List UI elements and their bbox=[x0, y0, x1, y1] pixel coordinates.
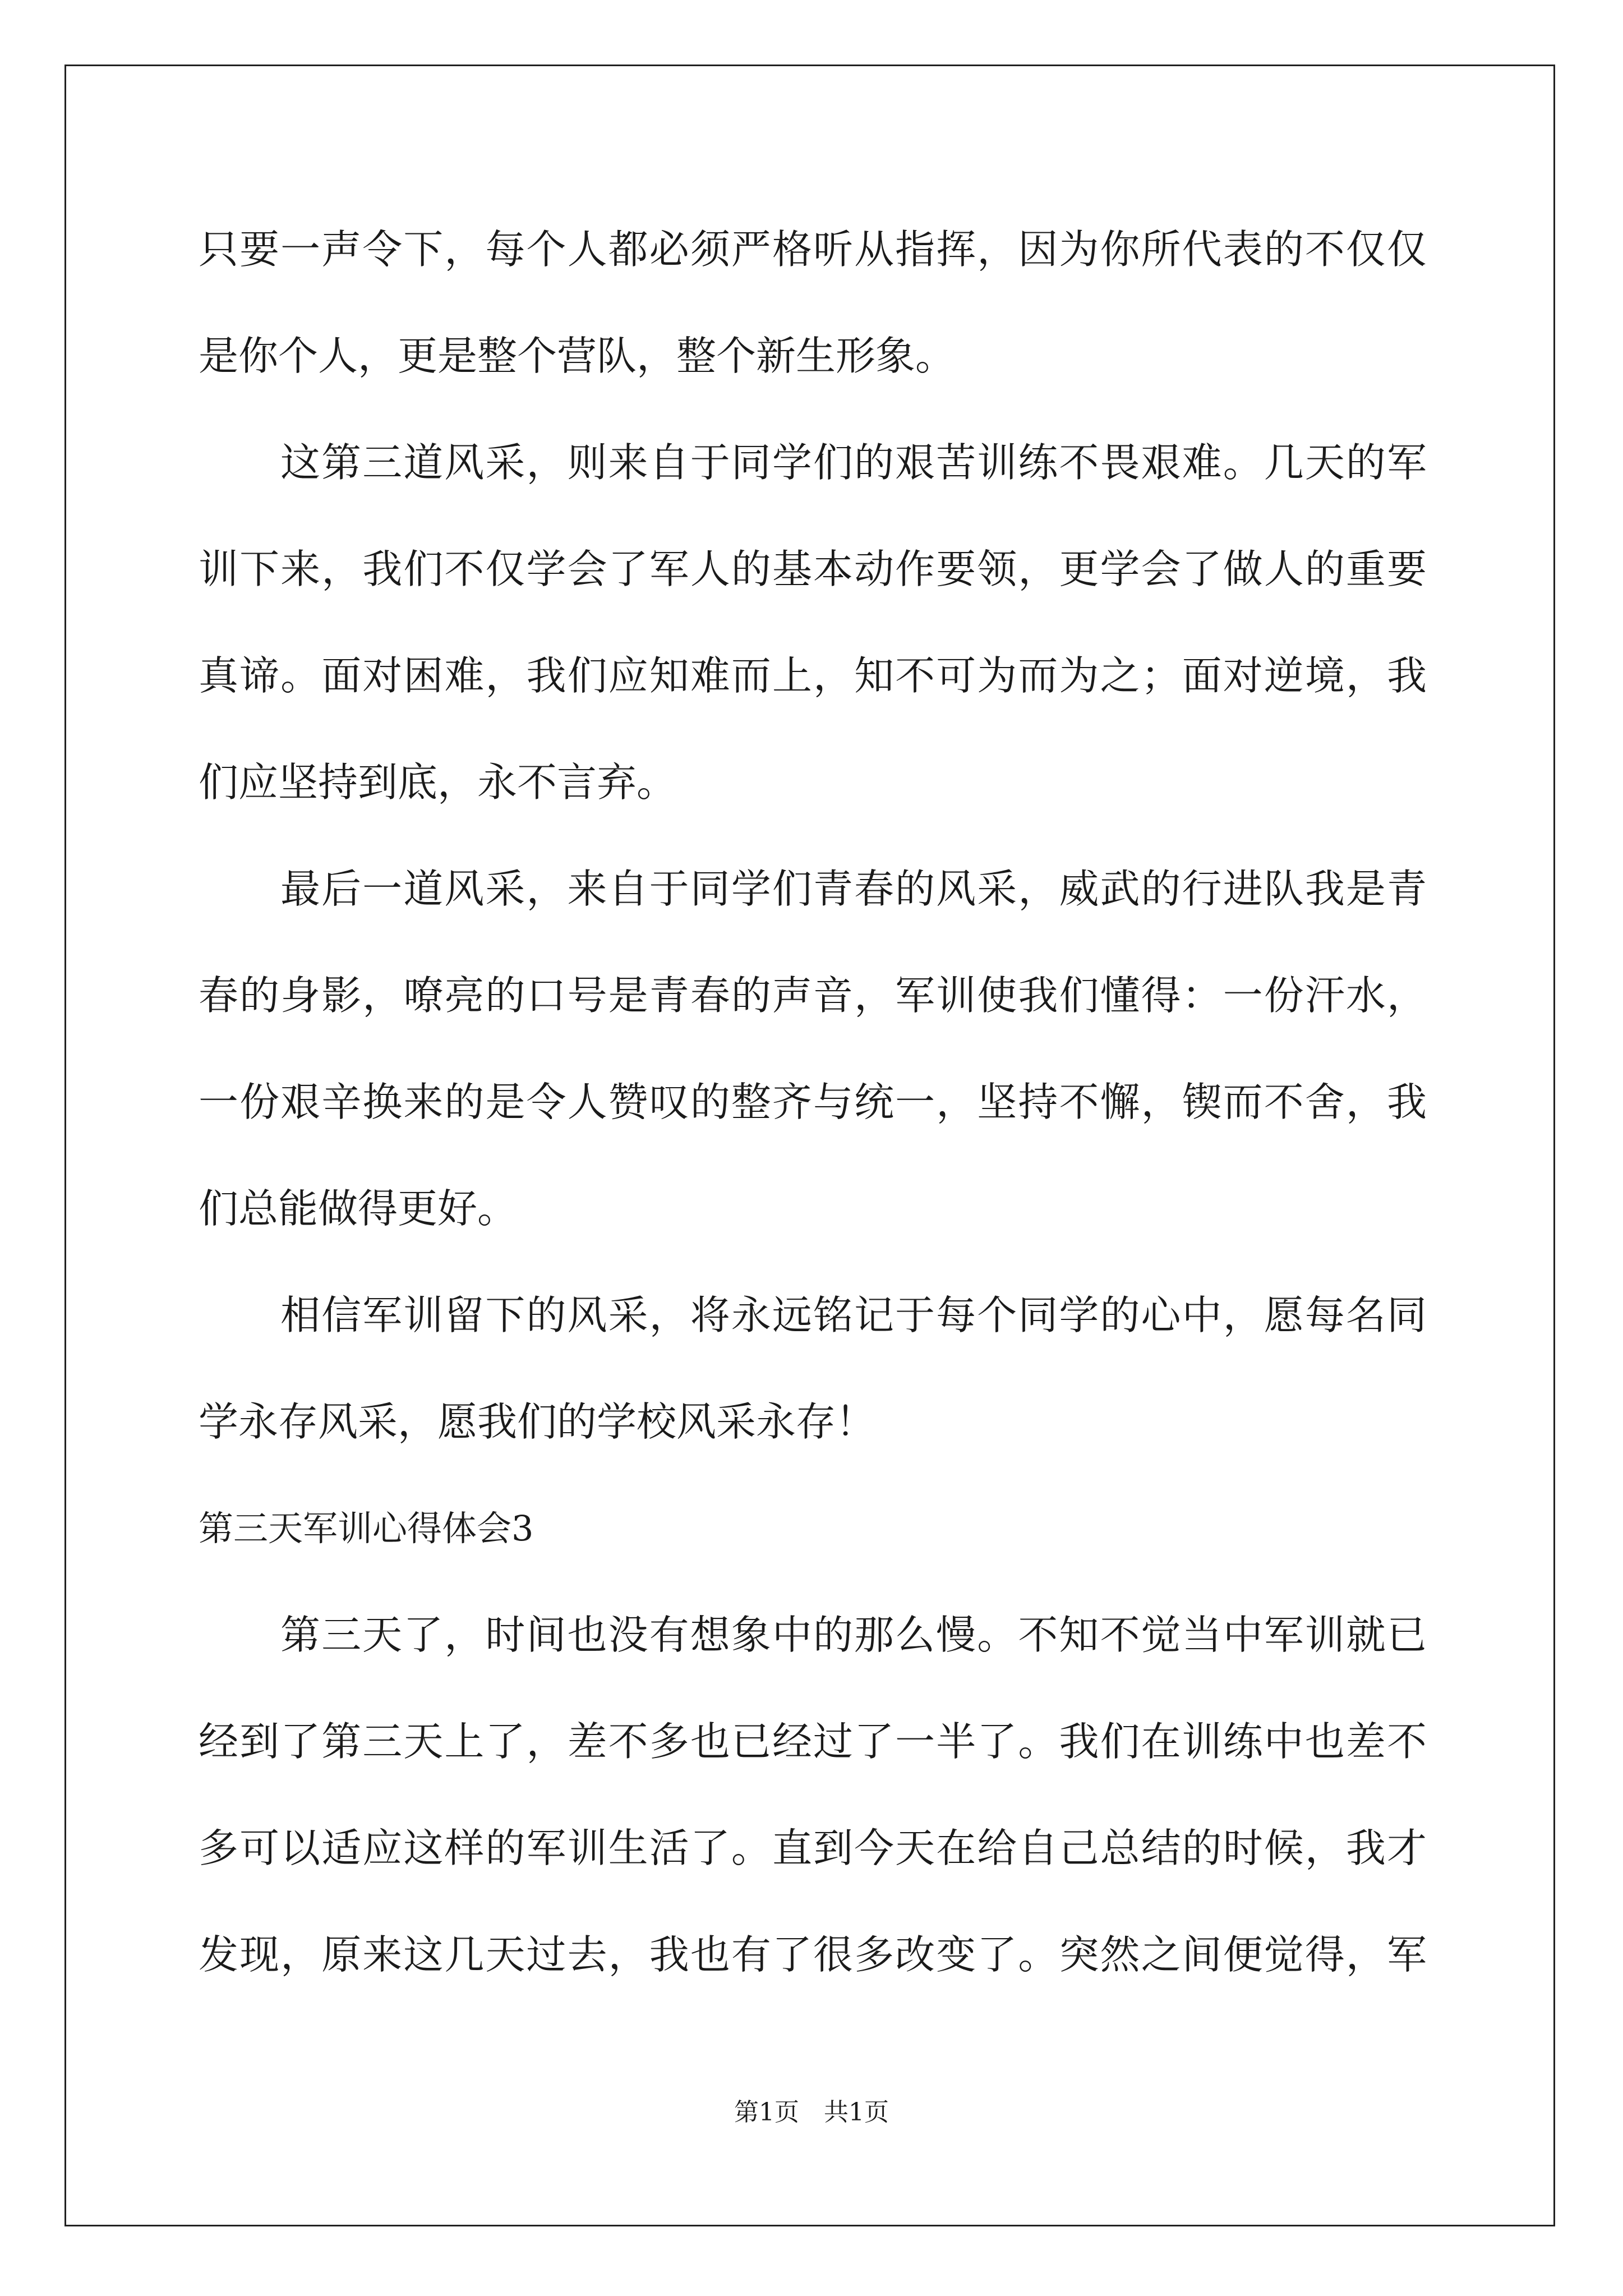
text-line: 们总能做得更好。 bbox=[199, 1185, 518, 1232]
page-border bbox=[64, 65, 1555, 2226]
text-line: 们应坚持到底，永不言弃。 bbox=[199, 759, 677, 806]
text-line: 训下来，我们不仅学会了军人的基本动作要领，更学会了做人的重要 bbox=[199, 546, 1427, 592]
text-line: 真谛。面对困难，我们应知难而上，知不可为而为之；面对逆境，我 bbox=[199, 652, 1427, 699]
text-line: 只要一声令下，每个人都必须严格听从指挥，因为你所代表的不仅仅 bbox=[199, 226, 1427, 273]
section-heading: 第三天军训心得体会3 bbox=[199, 1508, 534, 1549]
text-line: 一份艰辛换来的是令人赞叹的整齐与统一，坚持不懈，锲而不舍，我 bbox=[199, 1079, 1427, 1125]
text-line: 经到了第三天上了，差不多也已经过了一半了。我们在训练中也差不 bbox=[199, 1718, 1427, 1765]
text-line: 第三天了，时间也没有想象中的那么慢。不知不觉当中军训就已 bbox=[280, 1612, 1427, 1658]
text-line: 相信军训留下的风采，将永远铭记于每个同学的心中，愿每名同 bbox=[280, 1292, 1427, 1338]
text-line: 春的身影，嘹亮的口号是青春的声音，军训使我们懂得：一份汗水， bbox=[199, 972, 1427, 1019]
page-number: 第1页 共1页 bbox=[734, 2098, 889, 2127]
text-line: 发现，原来这几天过去，我也有了很多改变了。突然之间便觉得，军 bbox=[199, 1931, 1427, 1978]
text-line: 最后一道风采，来自于同学们青春的风采，威武的行进队我是青 bbox=[280, 866, 1427, 912]
text-line: 学永存风采，愿我们的学校风采永存！ bbox=[199, 1398, 876, 1445]
text-line: 是你个人，更是整个营队，整个新生形象。 bbox=[199, 333, 956, 379]
text-line: 多可以适应这样的军训生活了。直到今天在给自己总结的时候，我才 bbox=[199, 1825, 1427, 1871]
text-line: 这第三道风采，则来自于同学们的艰苦训练不畏艰难。几天的军 bbox=[280, 439, 1427, 486]
